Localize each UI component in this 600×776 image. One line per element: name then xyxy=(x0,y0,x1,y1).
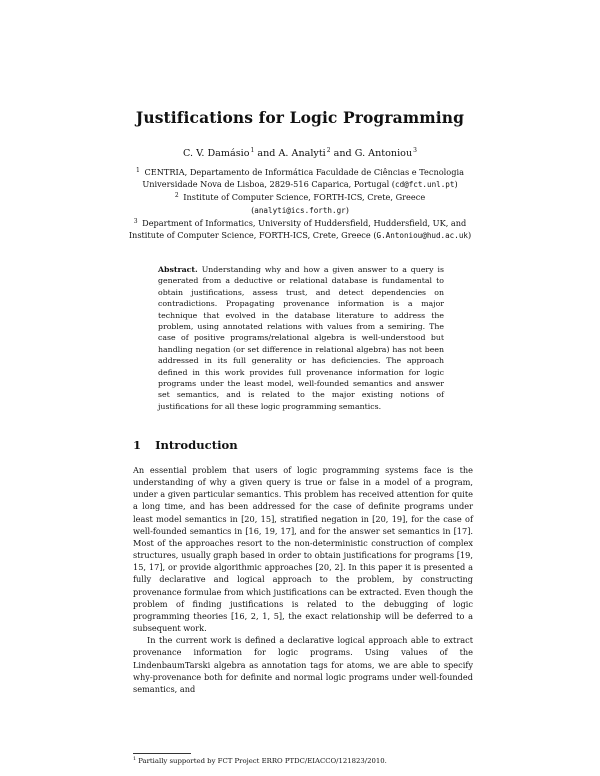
affiliation-email: analyti@ics.forth.gr xyxy=(254,205,346,215)
affiliation-email: G.Antoniou@hud.ac.uk xyxy=(376,231,468,241)
author-name: A. Analyti xyxy=(278,148,326,159)
abstract xyxy=(158,264,444,412)
footnote-text: Partially supported by FCT Project ERRO PTDC/EIACCO/121823/2010. xyxy=(138,757,387,765)
author-connector: and xyxy=(333,148,352,159)
abstract-label: Abstract. xyxy=(158,265,198,274)
author-mark: 2 xyxy=(326,147,331,154)
footnote-rule xyxy=(133,753,191,754)
affiliation-mark: 3 xyxy=(133,217,138,225)
affiliation-line xyxy=(0,191,600,203)
footnote xyxy=(133,757,387,765)
affiliation-line xyxy=(0,178,600,191)
section-heading xyxy=(133,438,238,452)
affiliation-line xyxy=(0,229,600,242)
affiliation-text: Institute of Computer Science, FORTH-ICS, Crete, Greece ( xyxy=(128,230,377,241)
affiliation-text: ) xyxy=(345,204,349,215)
affiliation-email: cd@fct.unl.pt xyxy=(395,180,455,190)
affiliation-mark: 1 xyxy=(136,167,140,174)
affiliation-text: Institute of Computer Science, FORTH-ICS, Crete, Greece xyxy=(183,192,426,203)
affiliation-text: ) xyxy=(454,179,458,190)
affiliation-text: Department of Informatics, University of Huddersfield, Huddersfield, UK, and xyxy=(142,217,467,228)
affiliations xyxy=(0,166,600,242)
author-mark: 3 xyxy=(413,147,417,154)
affiliation-line xyxy=(0,204,600,217)
affiliation-text: Universidade Nova de Lisboa, 2829-516 Caparica, Portugal ( xyxy=(142,179,395,190)
section-title: Introduction xyxy=(155,438,238,452)
footnote-mark: 1 xyxy=(133,756,137,762)
paragraph: In the current work is defined a declarative logical approach able to extract provenance information for logic programs. Using values of the LindenbaumTarski algebra as annotation tags for atoms, we are able to specify why-provenance both for definite and normal logic programs under well-founded semantics, and xyxy=(133,635,473,694)
paragraph: An essential problem that users of logic programming systems face is the understanding of why a given query is true or false in a model of a program, under a given particular semantics. This problem has received attention for quite a long time, and has been addressed for the case of definite programs under least model semantics in [20, 15], stratified negation in [20, 19], for the case of well-founded semantics in [16, 19, 17], and for the answer set semantics in [17]. Most of the approaches resort to the non-deterministic construction of complex structures, usually graph based in order to obtain justifications for programs [19, 15, 17], or provide algorithmic approaches [20, 2]. In this paper it is presented a fully declarative and logical approach to the problem, by constructing provenance formulae from which justifications can be extracted. Even though the problem of finding justifications is related to the debugging of logic programming theories [16, 2, 1, 5], the exact relationship will be deferred to a subsequent work. xyxy=(133,465,473,634)
author-name: C. V. Damásio xyxy=(183,148,250,159)
author-list xyxy=(0,148,600,159)
affiliation-line xyxy=(0,217,600,229)
author-name: G. Antoniou xyxy=(354,148,413,159)
author-connector: and xyxy=(257,148,276,159)
affiliation-mark: 2 xyxy=(174,192,179,200)
paper-title: Justifications for Logic Programming xyxy=(135,108,465,127)
affiliation-text: CENTRIA, Departamento de Informática Faculdade de Ciências e Tecnologia xyxy=(144,167,464,177)
abstract-text: Understanding why and how a given answer to a query is generated from a deductive or relational database is fundamental to obtain justifications, assess trust, and detect dependencies on contradictions. Propagating provenance information is a major technique that evolved in the database literature to address the problem, using annotated relations with values from a semiring. The case of positive programs/relational algebra is well-understood but handling negation (or set difference in relational algebra) has not been addressed in its full generality or has deficiencies. The approach defined in this work provides full provenance information for logic programs under the least model, well-founded semantics and answer set semantics, and is related to the major existing notions of justifications for all these logic programming semantics. xyxy=(158,265,444,411)
affiliation-text: ) xyxy=(467,230,472,241)
affiliation-text: ( xyxy=(251,204,255,215)
affiliation-line xyxy=(0,166,600,178)
section-number: 1 xyxy=(133,438,142,452)
author-mark: 1 xyxy=(250,147,255,154)
body-text xyxy=(133,464,473,695)
